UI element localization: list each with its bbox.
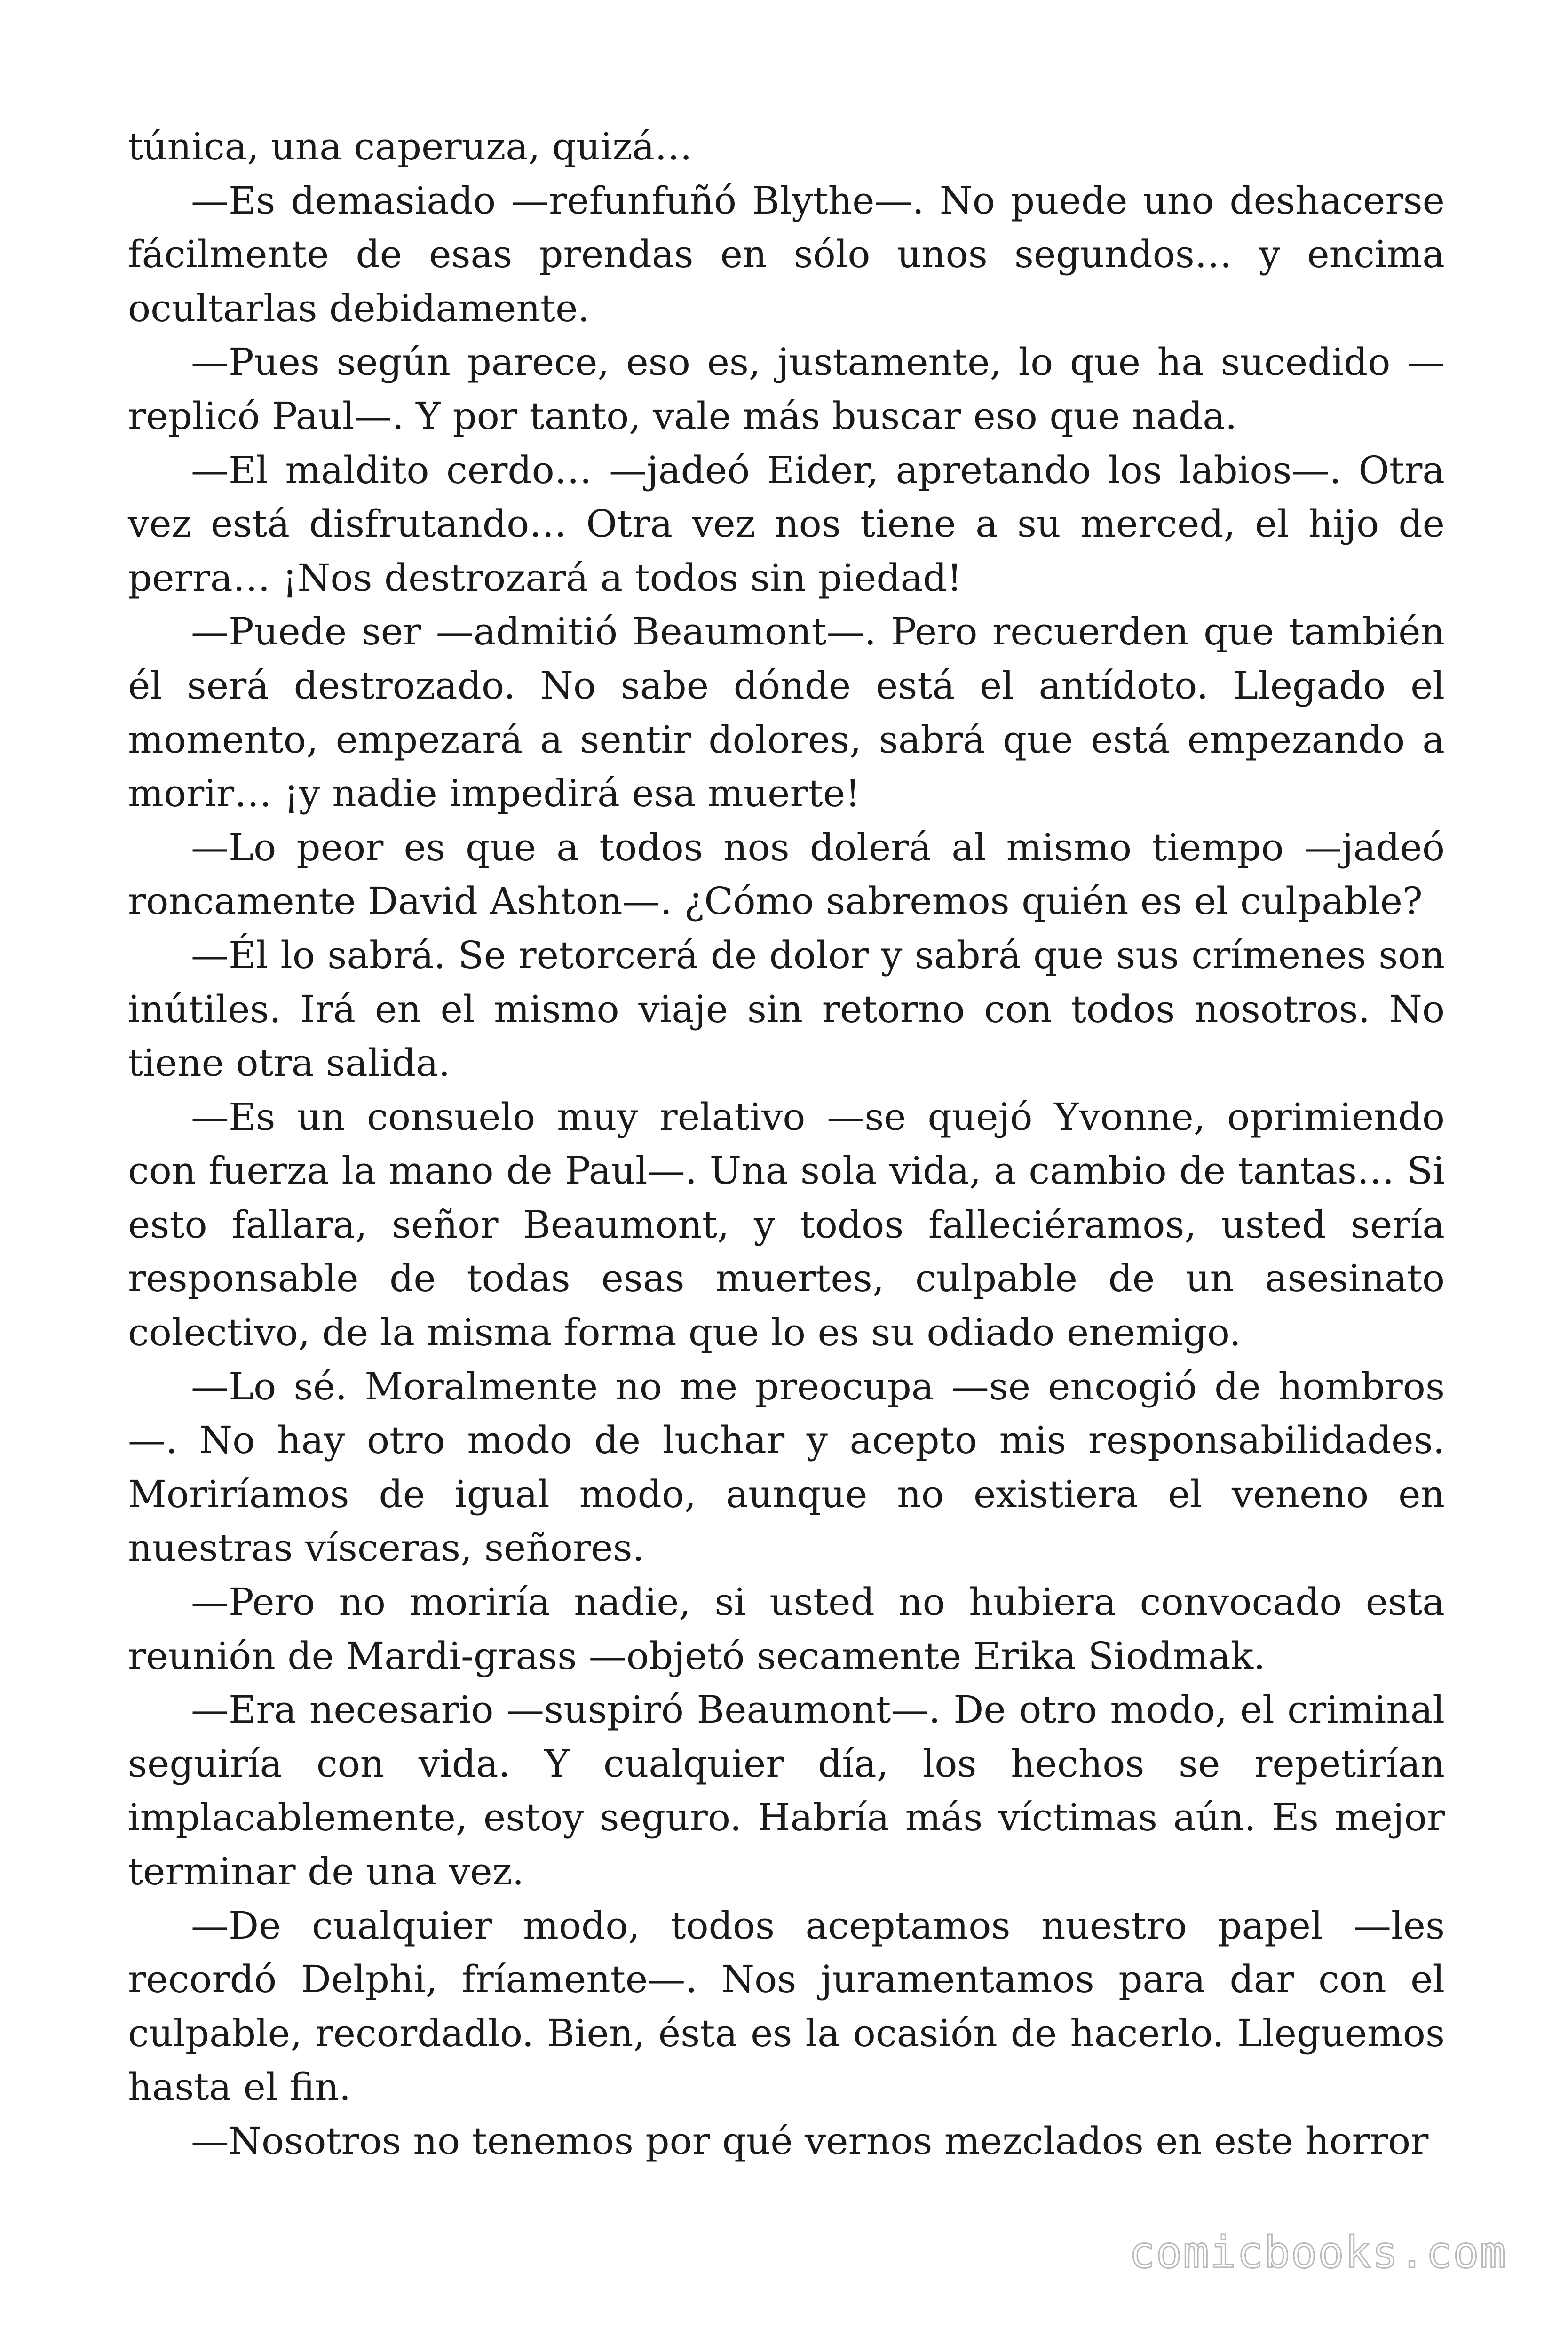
paragraph: —Nosotros no tenemos por qué vernos mezclados en este horror [191, 2119, 1429, 2163]
paragraph: —Es demasiado —refunfuñó Blythe—. No puede uno deshacerse fácilmente de esas prendas en sólo unos segundos… y encima ocultarlas debidamente. [128, 178, 1445, 330]
paragraph: —Él lo sabrá. Se retorcerá de dolor y sabrá que sus crímenes son inútiles. Irá en el mismo viaje sin retorno con todos nosotros. No tiene otra salida. [128, 933, 1445, 1085]
paragraph: —Lo peor es que a todos nos dolerá al mismo tiempo —jadeó roncamente David Ashton—. ¿Cómo sabremos quién es el culpable? [128, 825, 1445, 923]
paragraph: —Pero no moriría nadie, si usted no hubiera convocado esta reunión de Mardi-grass —objetó secamente Erika Siodmak. [128, 1580, 1445, 1678]
paragraph: —Era necesario —suspiró Beaumont—. De otro modo, el criminal seguiría con vida. Y cualquier día, los hechos se repetirían implacablemente, estoy seguro. Habría más víctimas aún. Es mejor terminar de una vez. [128, 1688, 1445, 1893]
paragraph: —Pues según parece, eso es, justamente, lo que ha sucedido —replicó Paul—. Y por tanto, vale más buscar eso que nada. [128, 340, 1445, 438]
paragraph: —Lo sé. Moralmente no me preocupa —se encogió de hombros —. No hay otro modo de luchar y acepto mis responsabilidades. Moriríamos de igual modo, aunque no existiera el veneno en nuestras vísceras, señores. [128, 1364, 1445, 1570]
paragraph: —De cualquier modo, todos aceptamos nuestro papel —les recordó Delphi, fríamente—. Nos juramentamos para dar con el culpable, recordadlo. Bien, ésta es la ocasión de hacerlo. Lleguemos hasta el fin. [128, 1903, 1445, 2109]
watermark-logo: comicbooks.com [1129, 2227, 1507, 2278]
paragraph: —Puede ser —admitió Beaumont—. Pero recuerden que también él será destrozado. No sabe dónde está el antídoto. Llegado el momento, empezará a sentir dolores, sabrá que está empezando a morir… ¡y nadie impedirá esa muerte! [128, 610, 1445, 816]
paragraph: —Es un consuelo muy relativo —se quejó Yvonne, oprimiendo con fuerza la mano de Paul—. Una sola vida, a cambio de tantas… Si esto fallara, señor Beaumont, y todos falleciéramos, usted sería responsable de todas esas muertes, culpable de un asesinato colectivo, de la misma forma que lo es su odiado enemigo. [128, 1095, 1445, 1355]
body-text [128, 120, 1445, 2169]
paragraph: túnica, una caperuza, quizá… [128, 125, 692, 168]
paragraph: —El maldito cerdo… —jadeó Eider, apretando los labios—. Otra vez está disfrutando… Otra vez nos tiene a su merced, el hijo de perra… ¡Nos destrozará a todos sin piedad! [128, 448, 1445, 600]
